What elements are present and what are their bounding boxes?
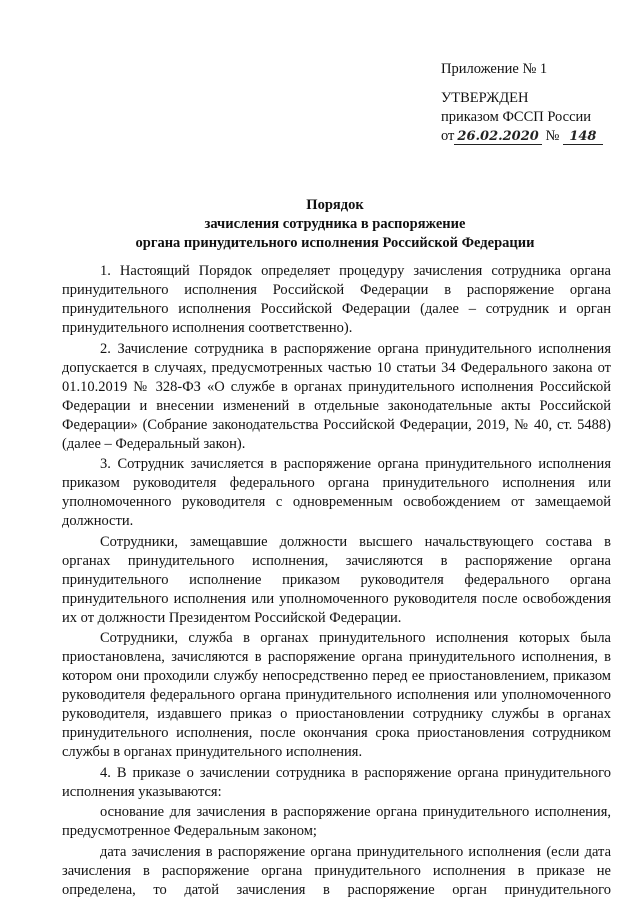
paragraph-5: Сотрудники, служба в органах принудительного исполнения которых была приостановлена, зачисляются в распоряжение органа принудительного исполнения, в котором они проходили службу непосредственно перед ее приостановлением, приказом руководителя федерального органа принудительного исполнения или уполномоченного руководителя, издавшего приказ о приостановлении сотруднику службы в органах принудительного исполнения, после окончания срока приостановления сотрудником службы в органах принудительного исполнения. bbox=[62, 630, 611, 760]
paragraph-1: 1. Настоящий Порядок определяет процедуру зачисления сотрудника органа принудительного исполнения Российской Федерации в распоряжение органа принудительного исполнения Российской Федерации (далее – сотрудник и орган принудительного исполнения соответственно). bbox=[62, 263, 611, 336]
order-date-line bbox=[441, 127, 603, 146]
paragraph-6: 4. В приказе о зачислении сотрудника в распоряжение органа принудительного исполнения указываются: bbox=[62, 764, 611, 800]
paragraph-7: основание для зачисления в распоряжение органа принудительного исполнения, предусмотренное Федеральным законом; bbox=[62, 804, 611, 839]
handwritten-date: 26.02.2020 bbox=[454, 130, 541, 145]
document-body bbox=[62, 262, 611, 901]
paragraph-8: дата зачисления в распоряжение органа принудительного исполнения (если дата зачисления в распоряжение органа принудительного исполнения в приказе не определена, то датой зачисления в распоряжение орган принудительного bbox=[62, 843, 611, 898]
handwritten-number: 148 bbox=[563, 130, 603, 145]
date-prefix: от bbox=[441, 128, 455, 144]
appendix-label: Приложение № 1 bbox=[441, 61, 548, 77]
paragraph-3: 3. Сотрудник зачисляется в распоряжение органа принудительного исполнения приказом руководителя федерального органа принудительного исполнения или уполномоченного руководителя с одновременным освобождением от замещаемой должности. bbox=[62, 456, 611, 529]
approval-block bbox=[441, 60, 603, 146]
paragraph-2: 2. Зачисление сотрудника в распоряжение органа принудительного исполнения допускается в случаях, предусмотренных частью 10 статьи 34 Федерального закона от 01.10.2019 № 328-ФЗ «О службе в органах принудительного исполнения Российской Федерации и внесении изменений в отдельные законодательные акты Российской Федерации» (Собрание законодательства Российской Федерации, 2019, № 40, ст. 5488) (далее – Федеральный закон). bbox=[62, 340, 611, 452]
title-line-3: органа принудительного исполнения Российской Федерации bbox=[135, 235, 535, 251]
approved-label: УТВЕРЖДЕН bbox=[441, 90, 529, 106]
document-title bbox=[60, 196, 610, 253]
paragraph-4: Сотрудники, замещавшие должности высшего начальствующего состава в органах принудительного исполнения, зачисляются в распоряжение органа принудительного исполнение приказом руководителя федерального органа принудительного исполнения или уполномоченного руководителя после освобождения их от должности Президентом Российской Федерации. bbox=[62, 533, 611, 626]
title-line-2: зачисления сотрудника в распоряжение bbox=[204, 216, 466, 232]
number-prefix: № bbox=[545, 128, 560, 144]
order-by-label: приказом ФССП России bbox=[441, 109, 592, 125]
title-line-1: Порядок bbox=[306, 197, 364, 213]
